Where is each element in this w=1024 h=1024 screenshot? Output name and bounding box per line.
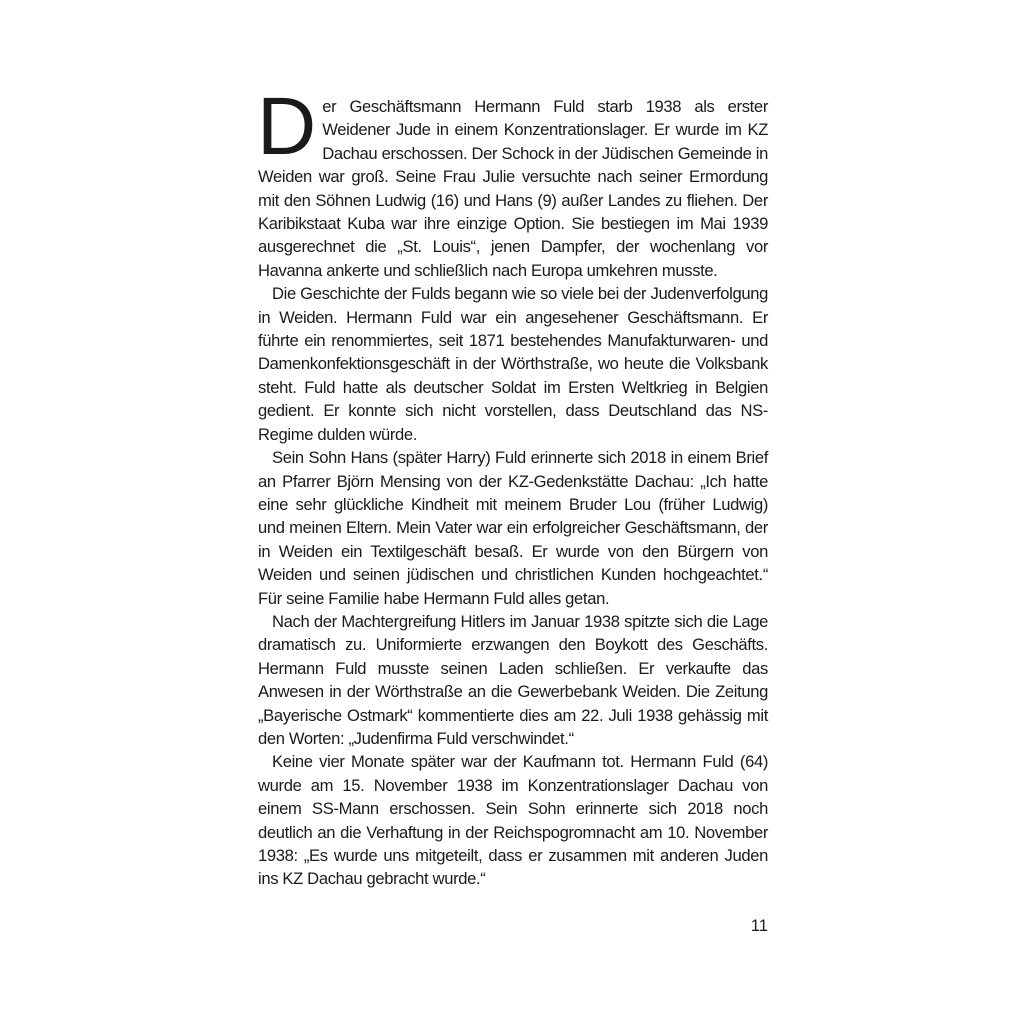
paragraph-3: Sein Sohn Hans (später Harry) Fuld erinnerte sich 2018 in einem Brief an Pfarrer Björn Mensing von der KZ-Gedenkstätte Dachau: „Ich hatte eine sehr glückliche Kindheit mit meinem Bruder Lou (früher Ludwig) und meinen Eltern. Mein Vater war ein erfolgreicher Geschäftsmann, der in Weiden ein Textilgeschäft besaß. Er wurde von den Bürgern von Weiden und seinen jüdischen und christlichen Kunden hochgeachtet.“ Für seine Familie habe Hermann Fuld alles getan. xyxy=(258,448,768,608)
page-number: 11 xyxy=(750,916,768,935)
paragraph-4: Nach der Machtergreifung Hitlers im Januar 1938 spitzte sich die Lage dramatisch zu. Uniformierte erzwangen den Boykott des Geschäfts. Hermann Fuld musste seinen Laden schließen. Er verkaufte das Anwesen in der Wörthstraße an die Gewerbebank Weiden. Die Zeitung „Bayerische Ostmark“ kommentierte dies am 22. Juli 1938 gehässig mit den Worten: „Judenfirma Fuld verschwindet.“ xyxy=(258,611,768,748)
body-text xyxy=(257,81,768,891)
drop-cap: D xyxy=(257,81,317,172)
paragraph-2: Die Geschichte der Fulds begann wie so viele bei der Judenverfolgung in Weiden. Hermann Fuld war ein angesehener Geschäftsmann. Er führte ein renommiertes, seit 1871 bestehendes Manufakturwaren- und Damenkonfektionsgeschäft in der Wörthstraße, wo heute die Volksbank steht. Fuld hatte als deutscher Soldat im Ersten Weltkrieg in Belgien gedient. Er konnte sich nicht vorstellen, dass Deutschland das NS-Regime dulden würde. xyxy=(258,284,768,444)
paragraph-1-text: er Geschäftsmann Hermann Fuld starb 1938 als erster Weidener Jude in einem Konzentrationslager. Er wurde im KZ Dachau erschossen. Der Schock in der Jüdischen Gemeinde in Weiden war groß. Seine Frau Julie versuchte nach seiner Ermordung mit den Söhnen Ludwig (16) und Hans (9) außer Landes zu fliehen. Der Karibikstaat Kuba war ihre einzige Option. Sie bestiegen im Mai 1939 ausgerechnet die „St. Louis“, jenen Dampfer, der wochenlang vor Havanna ankerte und schließlich nach Europa umkehren musste. xyxy=(258,97,768,280)
paragraph-1 xyxy=(257,81,768,282)
paragraph-5: Keine vier Monate später war der Kaufmann tot. Hermann Fuld (64) wurde am 15. November 1938 im Konzentrationslager Dachau von einem SS-Mann erschossen. Sein Sohn erinnerte sich 2018 noch deutlich an die Verhaftung in der Reichspogromnacht am 10. November 1938: „Es wurde uns mitgeteilt, dass er zusammen mit anderen Juden ins KZ Dachau gebracht wurde.“ xyxy=(258,752,768,889)
